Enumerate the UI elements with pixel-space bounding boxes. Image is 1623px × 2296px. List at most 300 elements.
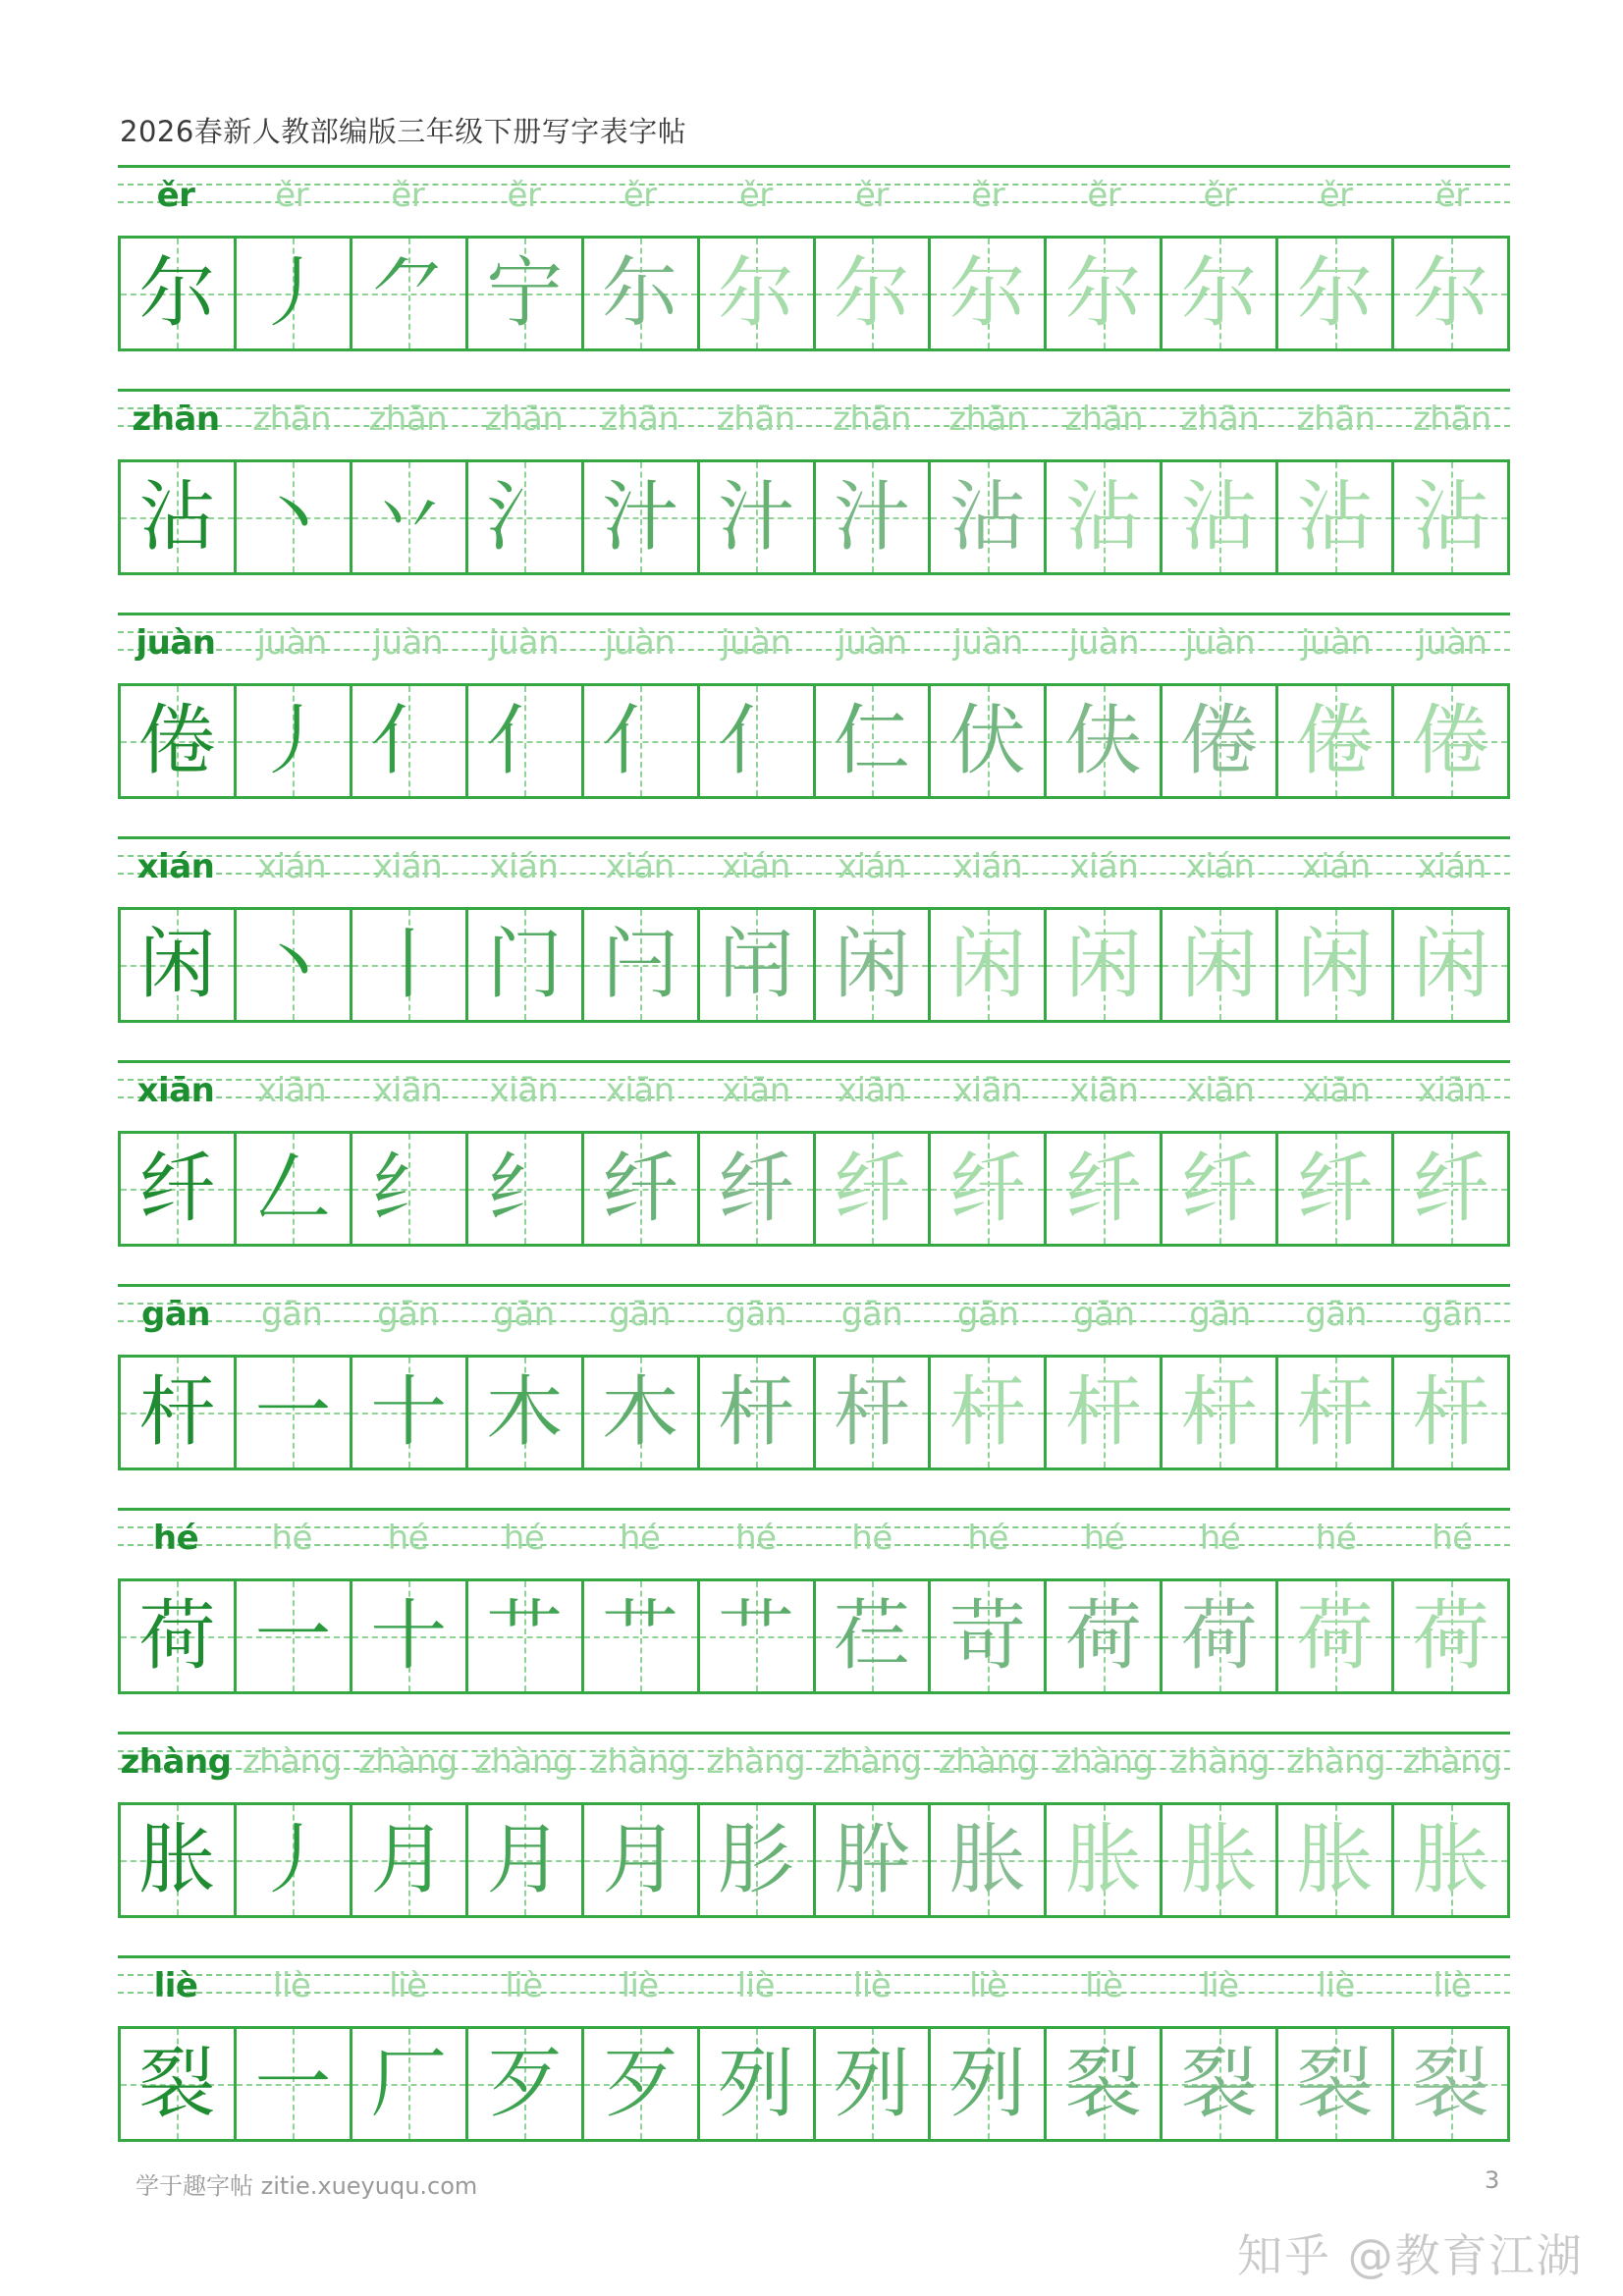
stroke-order-step: 倦 [1180, 697, 1258, 785]
tianzige-cell[interactable] [121, 1134, 234, 1244]
trace-character: 尔 [718, 249, 795, 338]
pinyin-model: ěr [156, 176, 195, 215]
stroke-order-step: 汁 [718, 473, 795, 561]
pinyin-model: xián [136, 847, 215, 886]
pinyin-trace: xián [257, 847, 327, 886]
pinyin-trace: xián [1069, 847, 1139, 886]
trace-character: 胀 [1064, 1816, 1142, 1904]
trace-character: 沾 [1296, 473, 1374, 561]
trace-character: 尔 [1296, 249, 1374, 338]
tianzige-cell[interactable] [928, 462, 1044, 572]
pinyin-trace: hé [619, 1519, 661, 1558]
tianzige-cell[interactable] [465, 1805, 581, 1915]
pinyin-trace: juàn [837, 623, 907, 663]
model-character: 尔 [138, 249, 216, 338]
pinyin-trace: gān [377, 1295, 439, 1334]
tianzige-cell[interactable] [350, 1358, 465, 1468]
pinyin-model: hé [152, 1519, 199, 1558]
tianzige-cell[interactable] [813, 910, 929, 1020]
tianzige-cell[interactable] [465, 462, 581, 572]
tianzige-cell[interactable] [234, 1358, 350, 1468]
stroke-order-step: 纤 [602, 1145, 679, 1233]
tianzige-cell[interactable] [1275, 2029, 1391, 2139]
stroke-order-step: 肜 [718, 1816, 795, 1904]
pinyin-trace: zhān [716, 400, 795, 439]
tianzige-cell[interactable] [928, 686, 1044, 796]
pinyin-trace: liè [1085, 1966, 1123, 2005]
stroke-order-step: 亻 [486, 697, 564, 785]
tianzige-cell[interactable] [1391, 1358, 1507, 1468]
trace-character: 纤 [833, 1145, 910, 1233]
tianzige-cell[interactable] [465, 1581, 581, 1691]
tianzige-cell[interactable] [1044, 1805, 1160, 1915]
tianzige-cell[interactable] [350, 1805, 465, 1915]
pinyin-trace: ěr [1203, 176, 1237, 215]
tianzige-cell[interactable] [1391, 462, 1507, 572]
stroke-order-step: 丶 [254, 921, 332, 1009]
pinyin-trace: zhàng [1054, 1742, 1154, 1782]
tianzige-cell[interactable] [813, 239, 929, 348]
tianzige-cell[interactable] [350, 910, 465, 1020]
pinyin-trace: zhān [1180, 400, 1260, 439]
stroke-order-step: 胀 [948, 1816, 1026, 1904]
pinyin-row [118, 1732, 1510, 1785]
pinyin-trace: xián [721, 847, 790, 886]
pinyin-trace: zhān [368, 400, 448, 439]
trace-character: 尔 [1180, 249, 1258, 338]
stroke-order-step: 荷 [1064, 1592, 1142, 1681]
pinyin-trace: gān [725, 1295, 787, 1334]
pinyin-trace: liè [1433, 1966, 1471, 2005]
pinyin-trace: juàn [604, 623, 676, 663]
pinyin-trace: ěr [1087, 176, 1121, 215]
character-grid-row [118, 907, 1510, 1023]
trace-character: 杆 [948, 1368, 1026, 1457]
pinyin-trace: zhàng [590, 1742, 690, 1782]
stroke-order-step: 丶 [254, 473, 332, 561]
tianzige-cell[interactable] [1391, 239, 1507, 348]
tianzige-cell[interactable] [813, 1581, 929, 1691]
tianzige-cell[interactable] [121, 686, 234, 796]
trace-character: 闲 [1180, 921, 1258, 1009]
tianzige-cell[interactable] [1275, 1581, 1391, 1691]
pinyin-trace: hé [387, 1519, 429, 1558]
pinyin-model: xiān [136, 1071, 215, 1110]
pinyin-trace: zhān [833, 400, 911, 439]
model-character: 纤 [138, 1145, 216, 1233]
pinyin-trace: juàn [372, 623, 444, 663]
stroke-order-step: 汁 [833, 473, 910, 561]
tianzige-cell[interactable] [928, 1134, 1044, 1244]
tianzige-cell[interactable] [121, 239, 234, 348]
pinyin-trace: liè [736, 1966, 775, 2005]
trace-character: 胀 [1180, 1816, 1258, 1904]
pinyin-trace: xián [1301, 847, 1371, 886]
pinyin-trace: zhàng [938, 1742, 1038, 1782]
tianzige-cell[interactable] [928, 1805, 1044, 1915]
pinyin-trace: juàn [1417, 623, 1488, 663]
pinyin-trace: zhàng [242, 1742, 342, 1782]
pinyin-trace: xián [489, 847, 559, 886]
pinyin-trace: juàn [952, 623, 1023, 663]
pinyin-trace: hé [1083, 1519, 1125, 1558]
tianzige-cell[interactable] [1275, 1134, 1391, 1244]
pinyin-trace: ěr [855, 176, 889, 215]
tianzige-cell[interactable] [234, 2029, 350, 2139]
stroke-order-step: 艹 [718, 1592, 795, 1681]
trace-character: 胀 [1296, 1816, 1374, 1904]
pinyin-trace: hé [1199, 1519, 1241, 1558]
tianzige-cell[interactable] [813, 1134, 929, 1244]
stroke-order-step: 十 [370, 1368, 448, 1457]
pinyin-trace: gān [1305, 1295, 1367, 1334]
tianzige-cell[interactable] [234, 1805, 350, 1915]
pinyin-trace: xián [1417, 847, 1487, 886]
stroke-order-step: ⺈ [370, 249, 448, 338]
tianzige-cell[interactable] [465, 239, 581, 348]
pinyin-trace: ěr [275, 176, 309, 215]
pinyin-trace: liè [273, 1966, 311, 2005]
character-grid-row [118, 2026, 1510, 2142]
pinyin-trace: gān [1073, 1295, 1135, 1334]
tianzige-cell[interactable] [1160, 1805, 1275, 1915]
trace-character: 杆 [1064, 1368, 1142, 1457]
pinyin-model: gān [141, 1295, 210, 1334]
pinyin-trace: zhàng [1402, 1742, 1502, 1782]
tianzige-cell[interactable] [234, 1134, 350, 1244]
pinyin-trace: zhān [1412, 400, 1491, 439]
stroke-order-step: 荷 [1180, 1592, 1258, 1681]
trace-character: 杆 [1412, 1368, 1489, 1457]
practice-block [118, 613, 1510, 836]
tianzige-cell[interactable] [697, 910, 813, 1020]
trace-character: 尔 [1412, 249, 1489, 338]
model-character: 裂 [138, 2040, 216, 2128]
tianzige-cell[interactable] [1160, 686, 1275, 796]
tianzige-cell[interactable] [350, 1134, 465, 1244]
stroke-order-step: 丷 [370, 473, 448, 561]
pinyin-row [118, 1955, 1510, 2008]
stroke-order-step: 闲 [833, 921, 910, 1009]
trace-character: 闲 [948, 921, 1026, 1009]
stroke-order-step: 门 [486, 921, 564, 1009]
tianzige-cell[interactable] [1160, 910, 1275, 1020]
stroke-order-step: 纟 [486, 1145, 564, 1233]
tianzige-cell[interactable] [121, 2029, 234, 2139]
tianzige-cell[interactable] [1044, 686, 1160, 796]
pinyin-trace: hé [967, 1519, 1008, 1558]
trace-character: 尔 [1064, 249, 1142, 338]
pinyin-trace: liè [505, 1966, 543, 2005]
stroke-order-step: 木 [602, 1368, 679, 1457]
character-grid-row [118, 1131, 1510, 1247]
trace-character: 纤 [1064, 1145, 1142, 1233]
tianzige-cell[interactable] [350, 1581, 465, 1691]
pinyin-trace: ěr [971, 176, 1005, 215]
tianzige-cell[interactable] [350, 686, 465, 796]
stroke-order-step: 闩 [602, 921, 679, 1009]
trace-character: 闲 [1064, 921, 1142, 1009]
tianzige-cell[interactable] [928, 2029, 1044, 2139]
stroke-order-step: 一 [254, 1592, 332, 1681]
tianzige-cell[interactable] [1160, 239, 1275, 348]
stroke-order-step: 丿 [254, 1816, 332, 1904]
pinyin-trace: ěr [391, 176, 425, 215]
trace-character: 纤 [948, 1145, 1026, 1233]
pinyin-trace: xiān [838, 1071, 906, 1110]
tianzige-cell[interactable] [813, 1358, 929, 1468]
stroke-order-step: 𠃋 [254, 1145, 332, 1233]
pinyin-trace: hé [271, 1519, 312, 1558]
pinyin-trace: zhàng [822, 1742, 922, 1782]
trace-character: 纤 [1180, 1145, 1258, 1233]
stroke-order-step: 亻 [602, 697, 679, 785]
tianzige-cell[interactable] [1391, 1805, 1507, 1915]
tianzige-cell[interactable] [697, 1581, 813, 1691]
tianzige-cell[interactable] [697, 1358, 813, 1468]
pinyin-model: juàn [135, 623, 216, 663]
tianzige-cell[interactable] [350, 462, 465, 572]
tianzige-cell[interactable] [813, 462, 929, 572]
pinyin-trace: xiān [605, 1071, 675, 1110]
tianzige-cell[interactable] [1044, 462, 1160, 572]
tianzige-cell[interactable] [1160, 1358, 1275, 1468]
tianzige-cell[interactable] [581, 686, 697, 796]
trace-character: 荷 [1296, 1592, 1374, 1681]
pinyin-trace: xiān [721, 1071, 790, 1110]
tianzige-cell[interactable] [234, 910, 350, 1020]
model-character: 沾 [138, 473, 216, 561]
pinyin-trace: liè [621, 1966, 659, 2005]
tianzige-cell[interactable] [928, 239, 1044, 348]
tianzige-cell[interactable] [928, 1581, 1044, 1691]
tianzige-cell[interactable] [121, 910, 234, 1020]
pinyin-trace: xiān [1301, 1071, 1371, 1110]
pinyin-trace: xiān [1417, 1071, 1487, 1110]
tianzige-cell[interactable] [1275, 462, 1391, 572]
tianzige-cell[interactable] [813, 686, 929, 796]
stroke-order-step: 氵 [486, 473, 564, 561]
pinyin-trace: gān [1189, 1295, 1251, 1334]
pinyin-trace: xiān [953, 1071, 1023, 1110]
stroke-order-step: 苛 [948, 1592, 1026, 1681]
stroke-order-step: 丿 [254, 697, 332, 785]
pinyin-trace: hé [851, 1519, 893, 1558]
tianzige-cell[interactable] [1275, 1358, 1391, 1468]
tianzige-cell[interactable] [465, 2029, 581, 2139]
stroke-order-step: 歹 [602, 2040, 679, 2128]
tianzige-cell[interactable] [350, 2029, 465, 2139]
trace-character: 闲 [1412, 921, 1489, 1009]
stroke-order-step: 肸 [833, 1816, 910, 1904]
stroke-order-step: 芢 [833, 1592, 910, 1681]
practice-block [118, 1284, 1510, 1508]
trace-character: 尔 [948, 249, 1026, 338]
tianzige-cell[interactable] [1160, 462, 1275, 572]
pinyin-row [118, 1284, 1510, 1337]
tianzige-cell[interactable] [234, 686, 350, 796]
pinyin-trace: juàn [256, 623, 327, 663]
stroke-order-step: 列 [833, 2040, 910, 2128]
pinyin-trace: hé [1315, 1519, 1357, 1558]
tianzige-cell[interactable] [928, 1358, 1044, 1468]
pinyin-trace: zhān [600, 400, 679, 439]
tianzige-cell[interactable] [581, 2029, 697, 2139]
tianzige-cell[interactable] [234, 239, 350, 348]
character-grid-row [118, 459, 1510, 575]
page-number: 3 [1485, 2166, 1500, 2194]
tianzige-cell[interactable] [697, 239, 813, 348]
stroke-order-step: 尓 [602, 249, 679, 338]
stroke-order-step: 艹 [602, 1592, 679, 1681]
pinyin-trace: zhān [484, 400, 564, 439]
pinyin-trace: liè [852, 1966, 892, 2005]
stroke-order-step: 裂 [1296, 2040, 1374, 2128]
pinyin-trace: liè [969, 1966, 1007, 2005]
tianzige-cell[interactable] [928, 910, 1044, 1020]
pinyin-row [118, 165, 1510, 218]
stroke-order-step: 亻 [718, 697, 795, 785]
tianzige-cell[interactable] [121, 462, 234, 572]
tianzige-cell[interactable] [813, 2029, 929, 2139]
tianzige-cell[interactable] [1391, 1134, 1507, 1244]
watermark: 知乎 @教育江湖 [1237, 2229, 1584, 2282]
pinyin-trace: zhān [252, 400, 332, 439]
stroke-order-step: 月 [602, 1816, 679, 1904]
tianzige-cell[interactable] [581, 239, 697, 348]
pinyin-trace: hé [1432, 1519, 1473, 1558]
pinyin-trace: xián [605, 847, 675, 886]
tianzige-cell[interactable] [697, 1805, 813, 1915]
tianzige-cell[interactable] [121, 1358, 234, 1468]
tianzige-cell[interactable] [813, 1805, 929, 1915]
tianzige-cell[interactable] [234, 462, 350, 572]
tianzige-cell[interactable] [697, 462, 813, 572]
tianzige-cell[interactable] [1275, 686, 1391, 796]
stroke-order-step: 杆 [718, 1368, 795, 1457]
pinyin-trace: ěr [1434, 176, 1469, 215]
tianzige-cell[interactable] [1044, 1134, 1160, 1244]
stroke-order-step: 厂 [370, 2040, 448, 2128]
tianzige-cell[interactable] [1044, 2029, 1160, 2139]
pinyin-trace: xiān [1069, 1071, 1139, 1110]
pinyin-trace: zhān [948, 400, 1028, 439]
stroke-order-step: 仁 [833, 697, 910, 785]
pinyin-trace: xiān [373, 1071, 443, 1110]
tianzige-cell[interactable] [234, 1581, 350, 1691]
tianzige-cell[interactable] [121, 1805, 234, 1915]
pinyin-trace: juàn [488, 623, 560, 663]
model-character: 杆 [138, 1368, 216, 1457]
stroke-order-step: 裂 [1180, 2040, 1258, 2128]
trace-character: 胀 [1412, 1816, 1489, 1904]
trace-character: 倦 [1412, 697, 1489, 785]
tianzige-cell[interactable] [1275, 910, 1391, 1020]
practice-block [118, 165, 1510, 389]
pinyin-row [118, 836, 1510, 889]
pinyin-trace: gān [260, 1295, 323, 1334]
pinyin-trace: gān [956, 1295, 1019, 1334]
tianzige-cell[interactable] [697, 686, 813, 796]
stroke-order-step: 一 [254, 1368, 332, 1457]
tianzige-cell[interactable] [1391, 1581, 1507, 1691]
tianzige-cell[interactable] [581, 1358, 697, 1468]
tianzige-cell[interactable] [1275, 1805, 1391, 1915]
pinyin-trace: juàn [1184, 623, 1256, 663]
tianzige-cell[interactable] [1044, 1358, 1160, 1468]
practice-block [118, 1508, 1510, 1732]
tianzige-cell[interactable] [1391, 686, 1507, 796]
stroke-order-step: 列 [948, 2040, 1026, 2128]
pinyin-trace: gān [493, 1295, 555, 1334]
pinyin-trace: xiān [1185, 1071, 1255, 1110]
tianzige-cell[interactable] [581, 1805, 697, 1915]
pinyin-trace: ěr [622, 176, 657, 215]
tianzige-cell[interactable] [1391, 910, 1507, 1020]
tianzige-cell[interactable] [1160, 1581, 1275, 1691]
tianzige-cell[interactable] [697, 2029, 813, 2139]
footer-site[interactable]: 学于趣字帖 zitie.xueyuqu.com [135, 2172, 478, 2200]
pinyin-model: zhān [132, 400, 220, 439]
tianzige-cell[interactable] [581, 1581, 697, 1691]
pinyin-trace: juàn [1068, 623, 1140, 663]
pinyin-trace: zhàng [1286, 1742, 1386, 1782]
tianzige-cell[interactable] [1044, 910, 1160, 1020]
model-character: 闲 [138, 921, 216, 1009]
pinyin-trace: zhàng [1170, 1742, 1270, 1782]
stroke-order-step: 木 [486, 1368, 564, 1457]
trace-character: 荷 [1412, 1592, 1489, 1681]
character-grid-row [118, 683, 1510, 799]
tianzige-cell[interactable] [581, 1134, 697, 1244]
tianzige-cell[interactable] [1044, 239, 1160, 348]
stroke-order-step: 丨 [370, 921, 448, 1009]
tianzige-cell[interactable] [121, 1581, 234, 1691]
model-character: 倦 [138, 697, 216, 785]
tianzige-cell[interactable] [1275, 239, 1391, 348]
tianzige-cell[interactable] [1160, 1134, 1275, 1244]
pinyin-trace: xián [838, 847, 906, 886]
trace-character: 沾 [1412, 473, 1489, 561]
pinyin-trace: ěr [507, 176, 541, 215]
practice-block [118, 836, 1510, 1060]
trace-character: 沾 [1180, 473, 1258, 561]
tianzige-cell[interactable] [697, 1134, 813, 1244]
tianzige-cell[interactable] [581, 462, 697, 572]
practice-block [118, 1060, 1510, 1284]
practice-sheet [118, 165, 1510, 2179]
tianzige-cell[interactable] [465, 1358, 581, 1468]
model-character: 胀 [138, 1816, 216, 1904]
stroke-order-step: 汁 [602, 473, 679, 561]
tianzige-cell[interactable] [1160, 2029, 1275, 2139]
tianzige-cell[interactable] [465, 1134, 581, 1244]
tianzige-cell[interactable] [465, 910, 581, 1020]
character-grid-row [118, 1355, 1510, 1470]
pinyin-trace: ěr [1319, 176, 1353, 215]
tianzige-cell[interactable] [465, 686, 581, 796]
tianzige-cell[interactable] [1044, 1581, 1160, 1691]
pinyin-row [118, 1060, 1510, 1113]
pinyin-trace: xiān [257, 1071, 327, 1110]
pinyin-trace: zhàng [706, 1742, 806, 1782]
pinyin-trace: zhàng [474, 1742, 573, 1782]
tianzige-cell[interactable] [1391, 2029, 1507, 2139]
practice-block [118, 389, 1510, 613]
tianzige-cell[interactable] [581, 910, 697, 1020]
character-grid-row [118, 1802, 1510, 1918]
tianzige-cell[interactable] [350, 239, 465, 348]
